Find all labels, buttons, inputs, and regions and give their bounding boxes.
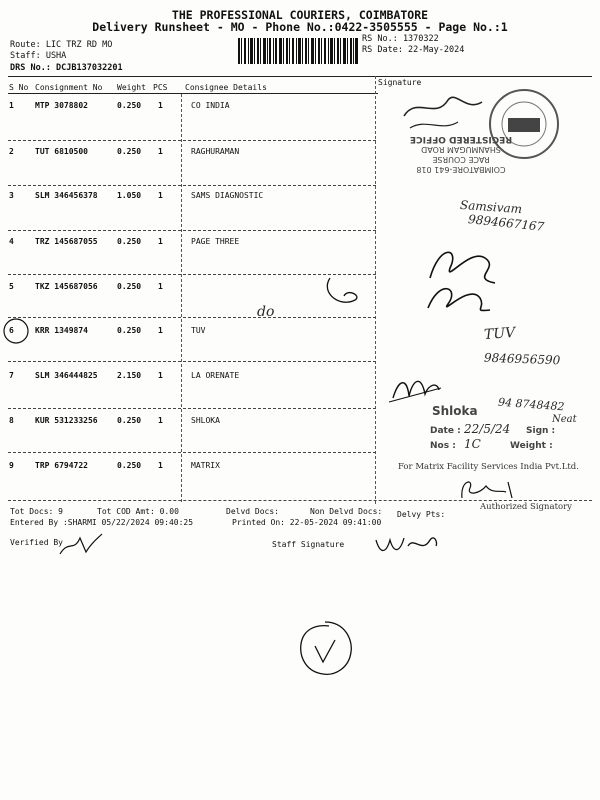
row-pcs: 1	[158, 101, 163, 110]
row-divider	[8, 230, 376, 231]
row-sno: 9	[9, 461, 14, 470]
barcode-image	[238, 38, 358, 64]
stamp-sign-label: Sign :	[526, 426, 556, 436]
column-divider	[181, 94, 182, 502]
total-docs: Tot Docs: 9	[10, 507, 63, 516]
row-sno: 5	[9, 282, 14, 291]
col-pcs: PCS	[153, 83, 168, 92]
row-consignment: KRR 1349874	[35, 326, 88, 335]
handwritten-tuv: TUV	[483, 324, 516, 344]
row-weight: 2.150	[117, 371, 142, 380]
stamp-nos-label: Nos :	[430, 441, 456, 451]
stamp-line: REGISTERED OFFICE	[409, 134, 513, 144]
row-consignee: RAGHURAMAN	[191, 147, 240, 156]
non-delivered-docs: Non Delvd Docs:	[310, 507, 383, 516]
row-consignee: PAGE THREE	[191, 237, 240, 246]
row-consignee: LA ORENATE	[191, 371, 240, 380]
row-sno: 7	[9, 371, 14, 380]
stamp-date-label: Date :	[430, 426, 461, 436]
row-pcs: 1	[158, 416, 163, 425]
col-signature: Signature	[378, 78, 422, 87]
row-consignment: TRP 6794722	[35, 461, 88, 470]
row-consignee: SAMS DIAGNOSTIC	[191, 191, 264, 200]
staff-signature	[372, 528, 442, 558]
row-consignee: TUV	[191, 326, 206, 335]
shloka-stamp	[428, 395, 593, 456]
row-sno: 1	[9, 101, 14, 110]
verified-signature	[56, 530, 106, 560]
row-sno: 3	[9, 191, 14, 200]
row-pcs: 1	[158, 326, 163, 335]
printed-on: Printed On: 22-05-2024 09:41:00	[232, 518, 382, 527]
row-sno: 2	[9, 147, 14, 156]
row-divider	[8, 452, 376, 453]
row-pcs: 1	[158, 147, 163, 156]
row-sno: 6	[9, 326, 14, 335]
row-divider	[8, 361, 376, 362]
row-consignment: TUT 6810500	[35, 147, 88, 156]
stamp-line: COIMBATORE-641 018	[416, 165, 506, 174]
total-cod-amount: Tot COD Amt: 0.00	[97, 507, 179, 516]
row-divider	[8, 140, 376, 141]
stamp-line: SHANMUGAM ROAD	[421, 145, 501, 154]
row-consignment: TRZ 145687055	[35, 237, 98, 246]
handwritten-phone: 94 8748482	[497, 395, 565, 414]
row-consignee: MATRIX	[191, 461, 220, 470]
col-sno: S No	[9, 83, 29, 92]
col-consignee: Consignee Details	[185, 83, 267, 92]
company-title: THE PROFESSIONAL COURIERS, COIMBATORE	[171, 8, 429, 22]
row-consignment: SLM 346456378	[35, 191, 98, 200]
row-sno: 4	[9, 237, 14, 246]
row-weight: 1.050	[117, 191, 142, 200]
row-consignee: SHLOKA	[191, 416, 220, 425]
runsheet-subtitle: Delivery Runsheet - MO - Phone No.:0422-3505555 - Page No.:1	[92, 20, 508, 34]
stamp-weight-label: Weight :	[510, 441, 553, 451]
table-top-rule	[8, 76, 592, 77]
handwritten-phone: 9894667167	[467, 212, 545, 234]
route-label: Route: LIC TRZ RD MO	[10, 40, 113, 50]
row-weight: 0.250	[117, 147, 142, 156]
handwritten-signature	[300, 238, 520, 338]
row-weight: 0.250	[117, 282, 142, 291]
row-divider	[8, 408, 376, 409]
row-weight: 0.250	[117, 326, 142, 335]
row-pcs: 1	[158, 461, 163, 470]
row-consignee: CO INDIA	[191, 101, 230, 110]
row-weight: 0.250	[117, 237, 142, 246]
stamp-nos-value: 1C	[464, 437, 481, 451]
row-consignment: MTP 3078802	[35, 101, 88, 110]
row-consignment: KUR 531233256	[35, 416, 98, 425]
delivery-points: Delvy Pts:	[397, 510, 446, 519]
handwritten-name: Samsivam	[459, 197, 523, 217]
rs-number: RS No.: 1370322	[362, 34, 439, 44]
verified-by-label: Verified By	[10, 538, 63, 547]
handwritten-signature	[456, 474, 526, 504]
col-consignment: Consignment No	[35, 83, 103, 92]
co-india-stamp	[396, 88, 566, 198]
row-sno: 8	[9, 416, 14, 425]
row-consignment: TKZ 145687056	[35, 282, 98, 291]
row-weight: 0.250	[117, 416, 142, 425]
row-weight: 0.250	[117, 461, 142, 470]
staff-label: Staff: USHA	[10, 51, 67, 61]
staff-signature-label: Staff Signature	[272, 540, 345, 549]
rs-date: RS Date: 22-May-2024	[362, 45, 465, 55]
row-consignment: SLM 346444825	[35, 371, 98, 380]
circle-mark	[2, 316, 32, 346]
row-pcs: 1	[158, 371, 163, 380]
row-divider	[8, 185, 376, 186]
stamp-company: For Matrix Facility Services India Pvt.Ltd.	[398, 462, 579, 472]
handwritten-phone: 9846956590	[483, 350, 561, 368]
delivered-docs: Delvd Docs:	[226, 507, 279, 516]
row-pcs: 1	[158, 282, 163, 291]
drs-number: DRS No.: DCJB137032201	[10, 63, 123, 73]
handwritten-do: do	[257, 304, 275, 320]
table-header-rule	[8, 93, 378, 94]
circle-tick-mark	[295, 618, 357, 680]
stamp-brand: Shloka	[432, 404, 478, 418]
stamp-signatory: Authorized Signatory	[480, 502, 572, 512]
row-pcs: 1	[158, 237, 163, 246]
entered-by: Entered By :SHARMI 05/22/2024 09:40:25	[10, 518, 194, 527]
col-weight: Weight	[117, 83, 146, 92]
stamp-line: RACE COURSE	[432, 155, 490, 164]
matrix-stamp	[396, 458, 579, 514]
stamp-date-value: 22/5/24	[464, 422, 511, 436]
handwritten-signature	[385, 368, 445, 408]
row-pcs: 1	[158, 191, 163, 200]
row-weight: 0.250	[117, 101, 142, 110]
handwritten-neat: Neat	[552, 414, 577, 425]
